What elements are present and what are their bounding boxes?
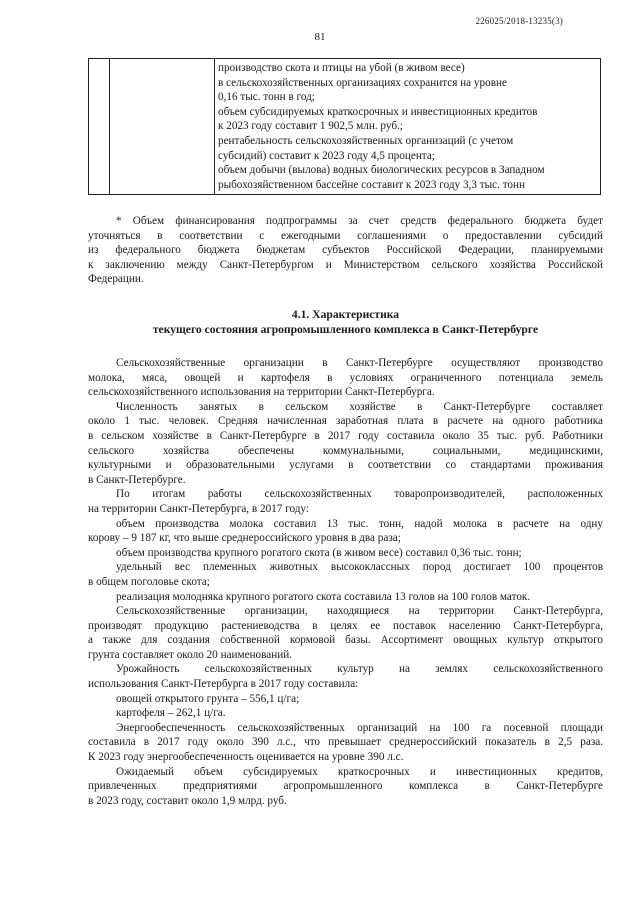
text-line: Сельскохозяйственные организации в Санкт-Петербурге осуществляют производство — [116, 357, 603, 369]
text-line: Урожайность сельскохозяйственных культур на землях сельскохозяйственного — [116, 663, 603, 676]
paragraph — [88, 604, 603, 662]
paragraph — [88, 692, 603, 707]
paragraph — [88, 356, 603, 400]
paragraph — [88, 590, 603, 605]
footnote-line: Федерации. — [88, 273, 144, 286]
text-line: овощей открытого грунта – 556,1 ц/га; — [116, 692, 300, 705]
table-cell-name — [110, 59, 215, 195]
paragraph — [88, 546, 603, 561]
footnote-line: уточняться в соответствии с ежегодными соглашениями о предоставлении субсидий — [88, 229, 603, 242]
text-line: корову – 9 187 кг, что выше среднероссийского уровня в два раза; — [88, 532, 401, 545]
text-line: в Санкт-Петербурге. — [88, 473, 186, 486]
text-line: Сельскохозяйственные организации, находящиеся на территории Санкт-Петербурга, — [116, 605, 603, 618]
paragraph — [88, 487, 603, 516]
text-line: молока, мяса, овощей и картофеля в условиях ограниченного потенциала земель — [88, 371, 603, 384]
paragraph — [88, 400, 603, 488]
text-line: Энергообеспеченность сельскохозяйственных организаций на 100 га посевной площади — [116, 721, 603, 734]
text-line: реализация молодняка крупного рогатого скота составила 13 голов на 100 голов маток. — [116, 590, 531, 603]
text-line: в 2023 году, составит около 1,9 млрд. руб. — [88, 794, 287, 807]
document-id: 226025/2018-13235(3) — [475, 16, 563, 26]
section-heading — [88, 307, 603, 337]
table-line: субсидий) составит к 2023 году 4,5 процента; — [218, 149, 435, 162]
table-cell-number — [89, 59, 110, 195]
table-line: объем добычи (вылова) водных биологических ресурсов в Западном — [218, 164, 545, 177]
text-line: По итогам работы сельскохозяйственных товаропроизводителей, расположенных — [116, 488, 603, 501]
section-title-line2: текущего состояния агропромышленного комплекса в Санкт-Петербурге — [152, 323, 539, 336]
text-line: составила в 2017 году около 390 л.с., что превышает среднероссийский показатель в 2,5 раза. — [88, 736, 603, 749]
table-line: к 2023 году составит 1 902,5 млн. руб.; — [218, 120, 403, 133]
text-line: в общем поголовье скота; — [88, 575, 210, 588]
paragraph — [88, 765, 603, 809]
text-line: Ожидаемый объем субсидируемых краткосрочных и инвестиционных кредитов, — [116, 765, 603, 778]
main-text — [88, 356, 603, 808]
text-line: объем производства крупного рогатого скота (в живом весе) составил 0,36 тыс. тонн; — [116, 546, 522, 559]
footnote — [88, 214, 603, 287]
paragraph — [88, 517, 603, 546]
text-line: объем производства молока составил 13 тыс. тонн, надой молока в расчете на одну — [116, 517, 603, 530]
text-line: картофеля – 262,1 ц/га. — [116, 707, 226, 720]
text-line: а также для создания собственной кормовой базы. Ассортимент овощных культур открытого — [88, 634, 603, 647]
paragraph — [88, 560, 603, 589]
paragraph — [88, 721, 603, 765]
text-line: К 2023 году энергообеспеченность оценивается на уровне 390 л.с. — [88, 751, 404, 764]
footnote-line: к заключению между Санкт-Петербургом и Министерством сельского хозяйства Российской — [88, 258, 603, 271]
table-cell-content — [215, 59, 601, 195]
table-line: производство скота и птицы на убой (в живом весе) — [218, 62, 465, 74]
footnote-line: * Объем финансирования подпрограммы за счет средств федерального бюджета будет — [116, 215, 603, 227]
text-line: удельный вес племенных животных высококлассных пород достигает 100 процентов — [116, 561, 603, 574]
text-line: производят продукцию растениеводства в целях ее поставок населению Санкт-Петербурга, — [88, 619, 603, 632]
table-line: объем субсидируемых краткосрочных и инвестиционных кредитов — [218, 105, 538, 118]
text-line: культурными и образовательными услугами в соответствии со стандартами проживания — [88, 459, 603, 472]
text-line: около 1 тыс. человек. Средняя начисленная заработная плата в расчете на одного работника — [88, 415, 603, 428]
table-line: 0,16 тыс. тонн в год; — [218, 91, 315, 104]
page-number: 81 — [314, 31, 326, 43]
text-line: в сельском хозяйстве в Санкт-Петербурге в 2017 году составила около 35 тыс. руб. Работники — [88, 429, 603, 442]
text-line: сельского хозяйства обеспечены коммунальными, социальными, медицинскими, — [88, 444, 603, 457]
paragraph — [88, 706, 603, 721]
continuation-table — [88, 58, 601, 195]
text-line: Численность занятых в сельском хозяйстве в Санкт-Петербурге составляет — [116, 400, 603, 413]
text-line: привлеченных предприятиями агропромышленного комплекса в Санкт-Петербурге — [88, 780, 603, 793]
table-line: в сельскохозяйственных организациях сохранится на уровне — [218, 76, 507, 89]
paragraph — [88, 662, 603, 691]
section-title-line1: 4.1. Характеристика — [291, 308, 400, 321]
text-line: использования Санкт-Петербурга в 2017 году составила: — [88, 678, 359, 691]
table-row — [89, 59, 601, 195]
text-line: сельскохозяйственного использования на территории Санкт-Петербурга. — [88, 386, 435, 399]
text-line: грунта составляет около 20 наименований. — [88, 648, 293, 661]
footnote-line: из федерального бюджета бюджетам субъектов Российской Федерации, планируемыми — [88, 244, 603, 257]
table-line: рыбохозяйственном бассейне составит к 2023 году 3,3 тыс. тонн — [218, 178, 525, 191]
text-line: на территории Санкт-Петербурга, в 2017 году: — [88, 502, 309, 515]
table-line: рентабельность сельскохозяйственных организаций (с учетом — [218, 134, 514, 147]
